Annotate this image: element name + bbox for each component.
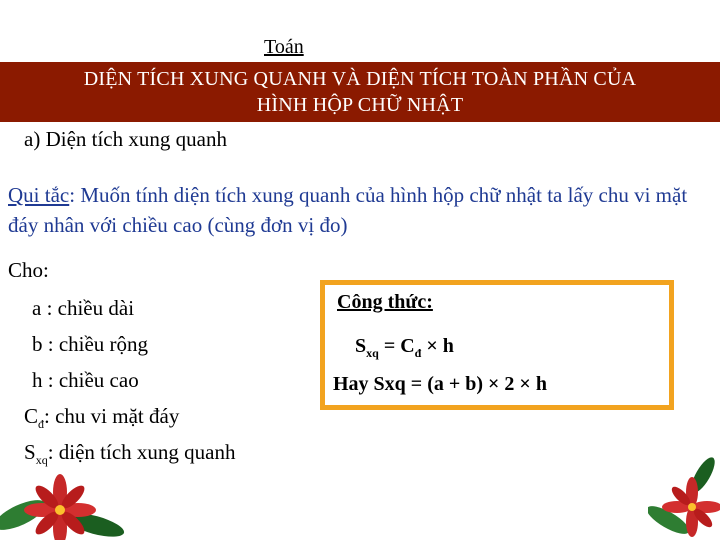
formula-times-h: × h bbox=[421, 335, 454, 357]
definition-h: h : chiều cao bbox=[32, 368, 139, 392]
lesson-subject: Toán bbox=[264, 36, 304, 58]
sxq-symbol: S bbox=[24, 440, 36, 464]
definition-a: a : chiều dài bbox=[32, 296, 135, 320]
formula-s-subscript: xq bbox=[366, 346, 379, 360]
formula-primary bbox=[355, 335, 454, 358]
rule-paragraph bbox=[8, 180, 708, 240]
section-heading: a) Diện tích xung quanh bbox=[24, 127, 227, 151]
lesson-title-line-2: HÌNH HỘP CHỮ NHẬT bbox=[256, 94, 464, 116]
formula-box bbox=[320, 280, 674, 410]
formula-c-subscript: đ bbox=[414, 346, 422, 360]
rule-keyword: Qui tắc bbox=[8, 183, 70, 207]
lesson-title-line-1: DIỆN TÍCH XUNG QUANH VÀ DIỆN TÍCH TOÀN PHẦN CỦA bbox=[83, 68, 637, 90]
definition-cd bbox=[24, 404, 179, 429]
sxq-text: : diện tích xung quanh bbox=[47, 440, 236, 464]
formula-expanded: Hay Sxq = (a + b) × 2 × h bbox=[333, 373, 547, 395]
cd-subscript: đ bbox=[38, 417, 45, 431]
formula-equals-c: = C bbox=[378, 335, 415, 357]
sxq-subscript: xq bbox=[35, 453, 48, 467]
given-label: Cho: bbox=[8, 258, 49, 282]
poinsettia-decoration-left bbox=[0, 440, 130, 540]
rule-text: : Muốn tính diện tích xung quanh của hình hộp chữ nhật ta lấy chu vi mặt đáy nhân với chiều cao (cùng đơn vị đo) bbox=[8, 183, 688, 237]
formula-title: Công thức: bbox=[337, 291, 433, 313]
cd-text: : chu vi mặt đáy bbox=[44, 404, 180, 428]
poinsettia-decoration-right bbox=[648, 455, 720, 540]
definition-b: b : chiều rộng bbox=[32, 332, 149, 356]
cd-symbol: C bbox=[24, 404, 39, 428]
formula-s: S bbox=[355, 335, 367, 357]
lesson-title-banner bbox=[0, 62, 720, 122]
